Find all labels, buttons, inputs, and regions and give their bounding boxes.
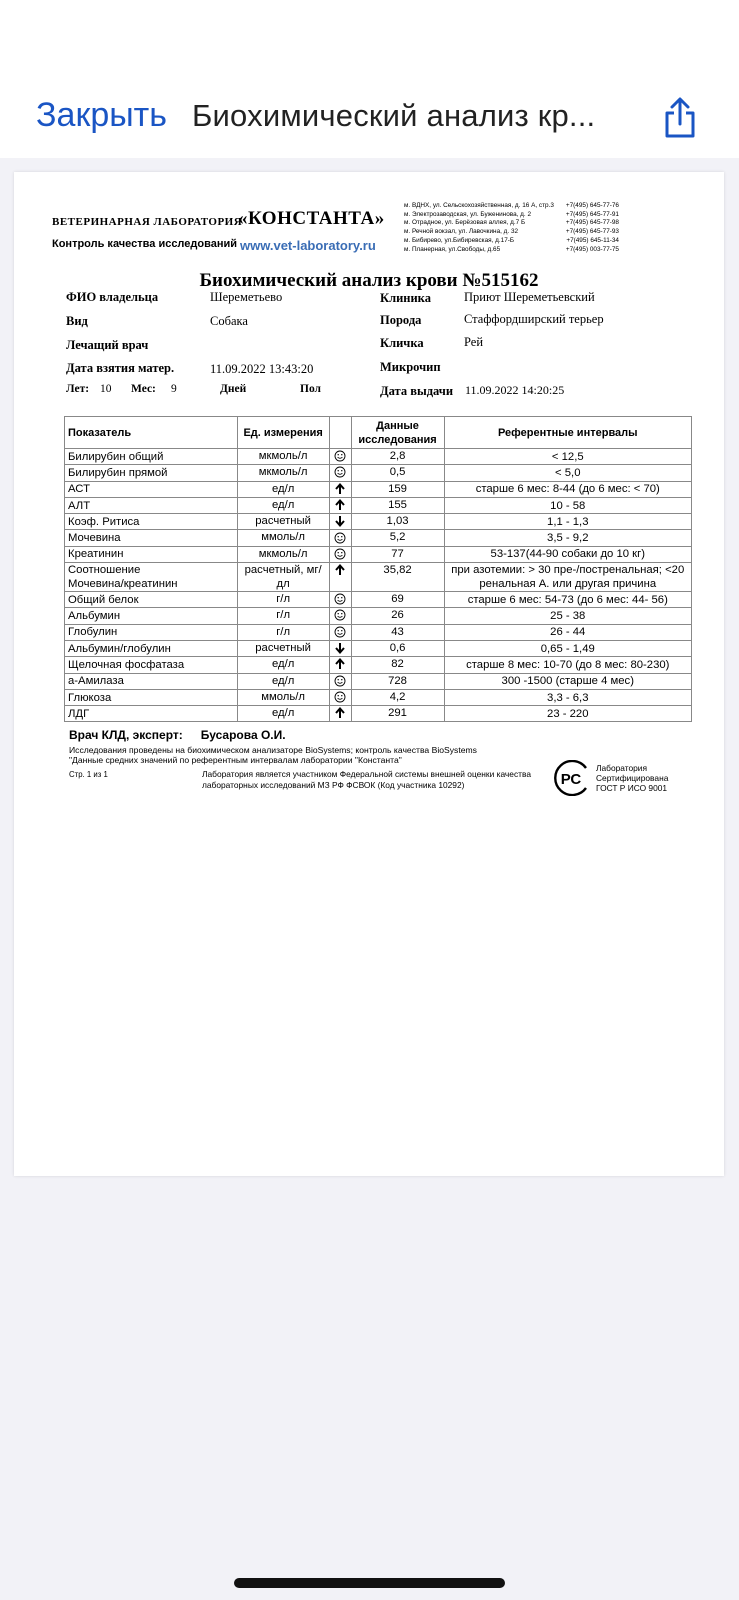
row-name-text: Коэф. Ритиса — [68, 515, 140, 528]
row-name-text: а-Амилаза — [68, 675, 124, 688]
row-value: 35,82 — [351, 563, 444, 592]
table-row — [65, 706, 692, 722]
table-row — [65, 592, 692, 608]
table-row — [65, 481, 692, 497]
row-unit: расчетный — [237, 640, 329, 656]
row-reference — [444, 608, 691, 624]
breed-value: Стаффордширский терьер — [464, 312, 604, 326]
address-text: м. Речной вокзал, ул. Лавочкина, д. 32 — [404, 228, 519, 236]
address-phone: +7(495) 003-77-75 — [565, 245, 619, 253]
row-parameter — [65, 530, 238, 546]
row-reference — [444, 514, 691, 530]
row-flag — [329, 657, 351, 673]
smiley-icon — [334, 466, 346, 478]
row-flag — [329, 465, 351, 481]
signer-label: Врач КЛД, эксперт: — [69, 728, 183, 742]
table-row — [65, 465, 692, 481]
document-title: Биохимический анализ кр... — [192, 98, 596, 133]
row-value: 26 — [351, 608, 444, 624]
pet-name-label: Кличка — [380, 336, 424, 350]
row-unit: ед/л — [237, 657, 329, 673]
row-value: 82 — [351, 657, 444, 673]
sample-date-value: 11.09.2022 13:43:20 — [210, 362, 314, 376]
row-ref-text: 53-137(44-90 собаки до 10 кг) — [490, 548, 645, 561]
header-unit: Ед. измерения — [237, 417, 329, 449]
species-value: Собака — [210, 314, 248, 328]
smiley-icon — [334, 531, 346, 543]
smiley-icon — [334, 593, 346, 605]
address-text: м. Отрадное, ул. Берёзовая аллея, д.7 Б — [404, 219, 526, 227]
row-value: 155 — [351, 497, 444, 513]
row-value: 4,2 — [351, 689, 444, 705]
document-page — [14, 172, 724, 1176]
row-unit: мкмоль/л — [237, 449, 329, 465]
row-ref-text: 25 - 38 — [550, 610, 586, 623]
arrow-down-icon — [334, 515, 346, 527]
row-unit: г/л — [237, 592, 329, 608]
row-ref-text: старше 6 мес: 8-44 (до 6 мес: < 70) — [475, 483, 660, 496]
row-parameter — [65, 706, 238, 722]
table-row — [65, 624, 692, 640]
row-unit: ммоль/л — [237, 530, 329, 546]
pet-name-value: Рей — [464, 335, 484, 349]
row-name-text: Альбумин/глобулин — [68, 642, 171, 655]
row-flag — [329, 706, 351, 722]
header-value — [351, 417, 444, 449]
lab-website: www.vet-laboratory.ru — [240, 238, 376, 253]
lab-name: ВЕТЕРИНАРНАЯ ЛАБОРАТОРИЯ — [52, 216, 243, 228]
fsvok-note: Лаборатория является участником Федеральной системы внешней оценки качества лабораторных исследований МЗ РФ ФСВОК (Код участника 10292) — [202, 769, 531, 790]
row-name-text: Билирубин общий — [68, 450, 164, 463]
row-unit: ед/л — [237, 497, 329, 513]
doctor-label: Лечащий врач — [66, 338, 149, 352]
years-value: 10 — [100, 383, 112, 395]
row-flag — [329, 449, 351, 465]
address-text: м. Бибирево, ул.Бибиревская, д.17-Б — [404, 236, 515, 244]
cert-line-3: ГОСТ Р ИСО 9001 — [596, 783, 668, 793]
clinic-label: Клиника — [380, 291, 431, 305]
row-parameter — [65, 657, 238, 673]
row-reference — [444, 640, 691, 656]
row-name-text: Общий белок — [68, 593, 139, 606]
row-parameter — [65, 546, 238, 562]
row-name-text: ЛДГ — [68, 707, 90, 720]
table-row — [65, 449, 692, 465]
arrow-up-icon — [334, 707, 346, 719]
row-parameter — [65, 608, 238, 624]
row-reference — [444, 706, 691, 722]
row-parameter — [65, 689, 238, 705]
report-title: Биохимический анализ крови №515162 — [199, 270, 539, 291]
row-flag — [329, 514, 351, 530]
address-text: м. Планерная, ул.Свободы, д.65 — [404, 245, 501, 253]
row-value: 43 — [351, 624, 444, 640]
arrow-up-icon — [334, 564, 346, 576]
signer-line — [69, 728, 286, 742]
row-reference — [444, 497, 691, 513]
row-parameter — [65, 465, 238, 481]
breed-label: Порода — [380, 313, 422, 327]
smiley-icon — [334, 609, 346, 621]
row-flag — [329, 673, 351, 689]
species-label: Вид — [66, 314, 88, 328]
table-row — [65, 608, 692, 624]
home-indicator[interactable] — [234, 1578, 505, 1588]
row-reference — [444, 465, 691, 481]
row-reference — [444, 449, 691, 465]
row-parameter — [65, 563, 238, 592]
lab-brand: «КОНСТАНТА» — [238, 208, 385, 229]
row-flag — [329, 592, 351, 608]
row-ref-text: 3,5 - 9,2 — [547, 532, 589, 545]
row-flag — [329, 481, 351, 497]
certification-logo — [550, 760, 594, 796]
table-row — [65, 640, 692, 656]
row-reference — [444, 624, 691, 640]
address-phone: +7(495) 645-77-98 — [565, 219, 619, 227]
arrow-up-icon — [334, 483, 346, 495]
header-param: Показатель — [65, 417, 238, 449]
header-ref: Референтные интервалы — [444, 417, 691, 449]
row-unit: ед/л — [237, 481, 329, 497]
table-row — [65, 657, 692, 673]
row-parameter — [65, 592, 238, 608]
address-row — [404, 237, 619, 246]
row-flag — [329, 497, 351, 513]
row-value: 0,6 — [351, 640, 444, 656]
row-unit: г/л — [237, 624, 329, 640]
cert-line-1: Лаборатория — [596, 763, 648, 773]
row-value: 5,2 — [351, 530, 444, 546]
row-flag — [329, 563, 351, 592]
row-ref-text: старше 8 мес: 10-70 (до 8 мес: 80-230) — [466, 658, 670, 671]
close-button[interactable]: Закрыть — [36, 96, 167, 134]
table-header-row — [65, 417, 692, 449]
row-unit: расчетный, мг/дл — [237, 563, 329, 592]
row-parameter — [65, 481, 238, 497]
row-unit: ед/л — [237, 673, 329, 689]
row-reference — [444, 592, 691, 608]
row-reference — [444, 563, 691, 592]
issue-date-value: 11.09.2022 14:20:25 — [465, 383, 565, 397]
row-name-line1: Соотношение — [68, 564, 141, 577]
row-reference — [444, 546, 691, 562]
row-value: 728 — [351, 673, 444, 689]
table-row — [65, 497, 692, 513]
row-unit: мкмоль/л — [237, 465, 329, 481]
table-row — [65, 530, 692, 546]
header-flag — [329, 417, 351, 449]
row-flag — [329, 530, 351, 546]
row-flag — [329, 624, 351, 640]
address-row — [404, 211, 619, 220]
row-value: 2,8 — [351, 449, 444, 465]
row-value: 69 — [351, 592, 444, 608]
months-value: 9 — [171, 383, 177, 395]
row-value: 0,5 — [351, 465, 444, 481]
row-name-text: АЛТ — [68, 499, 91, 512]
share-icon[interactable] — [662, 96, 698, 140]
arrow-up-icon — [334, 499, 346, 511]
table-row — [65, 673, 692, 689]
page-number: Стр. 1 из 1 — [69, 770, 108, 779]
row-name-text: Щелочная фосфатаза — [68, 658, 185, 671]
row-name-text: Билирубин прямой — [68, 466, 168, 479]
row-reference — [444, 530, 691, 546]
row-value: 1,03 — [351, 514, 444, 530]
issue-date-label: Дата выдачи — [380, 384, 454, 398]
address-phone: +7(495) 645-77-76 — [565, 202, 619, 209]
row-name-text: Глюкоза — [68, 691, 112, 704]
row-reference — [444, 657, 691, 673]
address-row — [404, 202, 619, 211]
row-parameter — [65, 449, 238, 465]
row-unit: мкмоль/л — [237, 546, 329, 562]
row-parameter — [65, 497, 238, 513]
certification-logo-text: РС — [560, 771, 582, 788]
row-unit: ед/л — [237, 706, 329, 722]
row-unit: г/л — [237, 608, 329, 624]
row-ref-text: 300 -1500 (старше 4 мес) — [501, 675, 634, 688]
address-text: м. Электрозаводская, ул. Буженинова, д. 2 — [404, 210, 532, 218]
results-table — [64, 416, 692, 722]
row-unit: расчетный — [237, 514, 329, 530]
row-ref-text: 23 - 220 — [547, 707, 589, 720]
header-value-line1: Данные — [376, 419, 419, 432]
row-name-line2: Мочевина/креатинин — [68, 578, 178, 591]
row-parameter — [65, 640, 238, 656]
smiley-icon — [334, 548, 346, 560]
arrow-up-icon — [334, 658, 346, 670]
address-row — [404, 219, 619, 228]
row-reference — [444, 689, 691, 705]
row-ref-text: 3,3 - 6,3 — [547, 691, 589, 704]
row-name-text: Альбумин — [68, 610, 121, 623]
signer-name: Бусарова О.И. — [200, 728, 286, 742]
row-parameter — [65, 673, 238, 689]
row-ref-text: 26 - 44 — [550, 626, 586, 639]
row-ref-text: 0,65 - 1,49 — [540, 642, 595, 655]
row-name-text: Креатинин — [68, 548, 124, 561]
owner-value: Шереметьево — [210, 290, 283, 304]
row-parameter — [65, 624, 238, 640]
navigation-bar — [0, 0, 739, 158]
row-flag — [329, 689, 351, 705]
reference-note: "Данные средних значений по референтным интервалам лаборатории "Константа" — [69, 755, 402, 765]
row-ref-text: < 5,0 — [555, 466, 581, 479]
arrow-down-icon — [334, 642, 346, 654]
row-reference — [444, 481, 691, 497]
table-row — [65, 546, 692, 562]
row-ref-line2: ренальная А. или другая причина — [479, 578, 657, 591]
months-label: Мес: — [131, 383, 156, 395]
row-reference — [444, 673, 691, 689]
certification-text — [596, 763, 668, 793]
analyzer-note: Исследования проведены на биохимическом анализаторе BioSystems; контроль качества BioSystems — [69, 745, 477, 755]
table-row — [65, 514, 692, 530]
years-label: Лет: — [66, 383, 90, 395]
clinic-value: Приют Шереметьевский — [464, 290, 595, 304]
lab-addresses — [404, 202, 619, 254]
sample-date-label: Дата взятия матер. — [66, 361, 175, 375]
row-name-text: Глобулин — [68, 626, 118, 639]
row-ref-text: старше 6 мес: 54-73 (до 6 мес: 44- 56) — [467, 593, 668, 606]
row-ref-text: 10 - 58 — [550, 499, 586, 512]
smiley-icon — [334, 450, 346, 462]
row-value: 291 — [351, 706, 444, 722]
cert-line-2: Сертифицирована — [596, 773, 669, 783]
smiley-icon — [334, 691, 346, 703]
sex-label: Пол — [300, 383, 321, 395]
row-value: 159 — [351, 481, 444, 497]
row-ref-line1: при азотемии: > 30 пре-/постренальная; <20 — [451, 564, 685, 577]
row-flag — [329, 546, 351, 562]
owner-label: ФИО владельца — [66, 290, 159, 304]
table-row — [65, 689, 692, 705]
microchip-label: Микрочип — [380, 360, 441, 374]
row-name-text: АСТ — [68, 483, 90, 496]
row-ref-text: 1,1 - 1,3 — [547, 515, 589, 528]
address-phone: +7(495) 645-77-93 — [565, 228, 619, 236]
smiley-icon — [334, 675, 346, 687]
row-flag — [329, 608, 351, 624]
address-row — [404, 228, 619, 237]
header-value-line2: исследования — [358, 433, 437, 446]
quality-control-caption: Контроль качества исследований — [52, 238, 238, 250]
row-name-text: Мочевина — [68, 532, 121, 545]
address-phone: +7(495) 645-77-91 — [565, 210, 619, 218]
row-parameter — [65, 514, 238, 530]
row-flag — [329, 640, 351, 656]
address-row — [404, 246, 619, 255]
address-phone: +7(495) 645-11-34 — [566, 236, 619, 244]
table-row — [65, 563, 692, 592]
address-text: м. ВДНХ, ул. Сельскохозяйственная, д. 16 А, стр.3 — [404, 202, 554, 209]
days-label: Дней — [220, 383, 247, 395]
row-value: 77 — [351, 546, 444, 562]
smiley-icon — [334, 626, 346, 638]
row-unit: ммоль/л — [237, 689, 329, 705]
row-ref-text: < 12,5 — [551, 450, 584, 463]
